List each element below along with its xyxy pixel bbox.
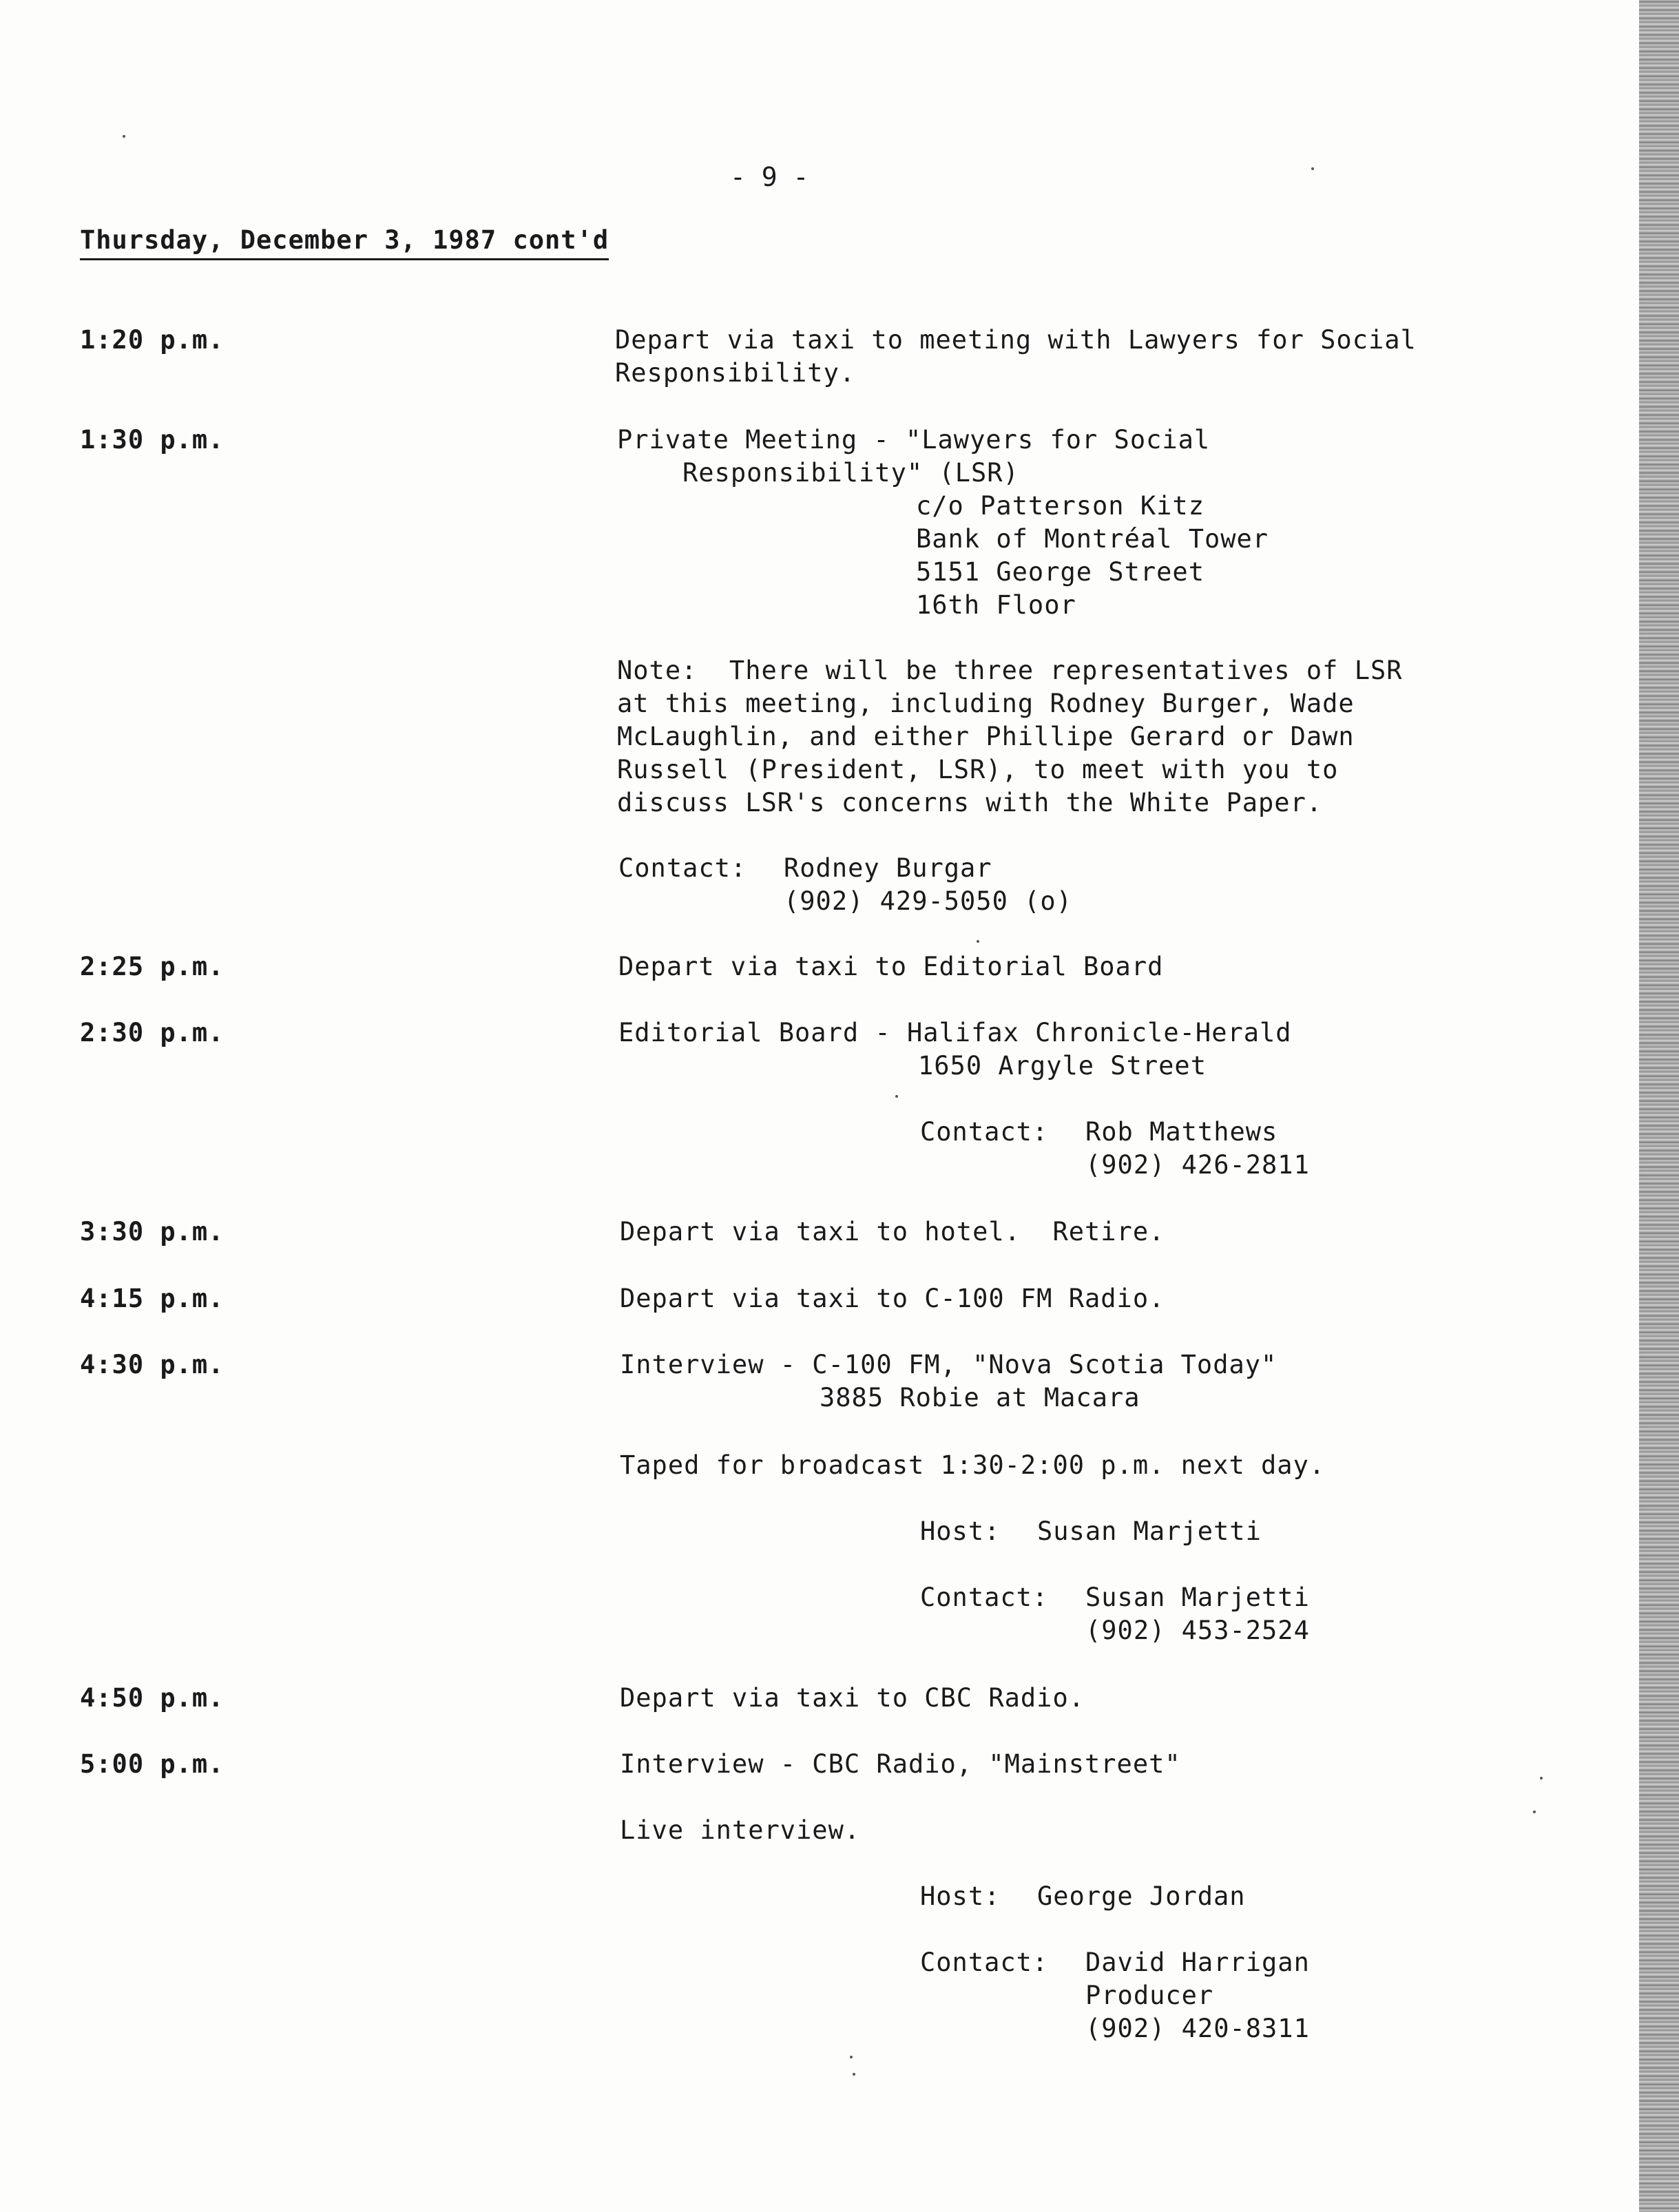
contact-line: (902) 453-2524 xyxy=(1085,1616,1310,1645)
address-line: c/o Patterson Kitz xyxy=(916,491,1204,521)
entry-text: Depart via taxi to C-100 FM Radio. xyxy=(620,1284,1165,1313)
entry-time: 5:00 p.m. xyxy=(80,1749,225,1779)
host-label: Host: xyxy=(920,1516,1001,1546)
entry-text: Depart via taxi to hotel. Retire. xyxy=(620,1217,1165,1246)
entry-time: 4:30 p.m. xyxy=(80,1350,225,1379)
contact-label: Contact: xyxy=(618,853,747,883)
entry-text: Private Meeting - "Lawyers for Social xyxy=(617,425,1211,455)
scan-speck xyxy=(123,135,125,138)
scanned-page-edge xyxy=(1639,0,1679,2212)
scan-speck xyxy=(850,2056,853,2058)
contact-line: David Harrigan xyxy=(1085,1948,1310,1977)
note-line: Taped for broadcast 1:30-2:00 p.m. next day. xyxy=(620,1450,1326,1480)
entry-text: Responsibility. xyxy=(615,358,856,388)
contact-line: Susan Marjetti xyxy=(1085,1583,1310,1612)
contact-line: Rodney Burgar xyxy=(784,853,992,883)
contact-line: Producer xyxy=(1085,1981,1214,2010)
contact-line: (902) 426-2811 xyxy=(1085,1150,1310,1180)
address-line: 1650 Argyle Street xyxy=(918,1051,1207,1081)
entry-time: 3:30 p.m. xyxy=(80,1217,225,1246)
contact-line: (902) 429-5050 (o) xyxy=(784,886,1072,916)
contact-line: (902) 420-8311 xyxy=(1085,2014,1310,2043)
entry-time: 4:15 p.m. xyxy=(80,1284,225,1313)
entry-text: Interview - C-100 FM, "Nova Scotia Today" xyxy=(620,1350,1278,1379)
entry-text: Depart via taxi to CBC Radio. xyxy=(620,1683,1085,1713)
entry-time: 2:25 p.m. xyxy=(80,952,225,981)
page-number: - 9 - xyxy=(730,162,809,192)
entry-time: 2:30 p.m. xyxy=(80,1018,225,1047)
entry-text: Editorial Board - Halifax Chronicle-Herald xyxy=(618,1018,1292,1047)
host-name: Susan Marjetti xyxy=(1037,1516,1262,1546)
scan-speck xyxy=(977,940,979,943)
note-line: McLaughlin, and either Phillipe Gerard or Dawn xyxy=(617,722,1355,751)
contact-label: Contact: xyxy=(920,1948,1049,1977)
address-line: 5151 George Street xyxy=(916,557,1204,587)
scan-speck xyxy=(1311,167,1314,170)
entry-text: Interview - CBC Radio, "Mainstreet" xyxy=(620,1749,1181,1779)
scan-speck xyxy=(1540,1777,1543,1780)
entry-text: Depart via taxi to Editorial Board xyxy=(618,952,1164,981)
page-title: Thursday, December 3, 1987 cont'd xyxy=(80,224,609,260)
contact-line: Rob Matthews xyxy=(1085,1117,1278,1147)
entry-time: 4:50 p.m. xyxy=(80,1683,225,1713)
note-line: Russell (President, LSR), to meet with you to xyxy=(617,755,1339,784)
host-label: Host: xyxy=(920,1881,1001,1911)
note-line: Live interview. xyxy=(620,1815,861,1845)
scan-speck xyxy=(895,1095,898,1098)
contact-label: Contact: xyxy=(920,1117,1049,1147)
note-line: discuss LSR's concerns with the White Paper. xyxy=(617,788,1323,817)
entry-text: Responsibility" (LSR) xyxy=(682,458,1019,488)
host-name: George Jordan xyxy=(1037,1881,1246,1911)
address-line: 3885 Robie at Macara xyxy=(820,1383,1140,1412)
entry-time: 1:30 p.m. xyxy=(80,425,225,455)
address-line: Bank of Montréal Tower xyxy=(916,524,1269,554)
entry-text: Depart via taxi to meeting with Lawyers for Social xyxy=(615,325,1417,355)
note-line: at this meeting, including Rodney Burger, Wade xyxy=(617,689,1355,718)
note-line: Note: There will be three representatives of LSR xyxy=(617,656,1403,685)
contact-label: Contact: xyxy=(920,1583,1049,1612)
entry-time: 1:20 p.m. xyxy=(80,325,225,355)
scan-speck xyxy=(853,2073,855,2076)
scan-speck xyxy=(1533,1811,1536,1813)
address-line: 16th Floor xyxy=(916,590,1076,620)
